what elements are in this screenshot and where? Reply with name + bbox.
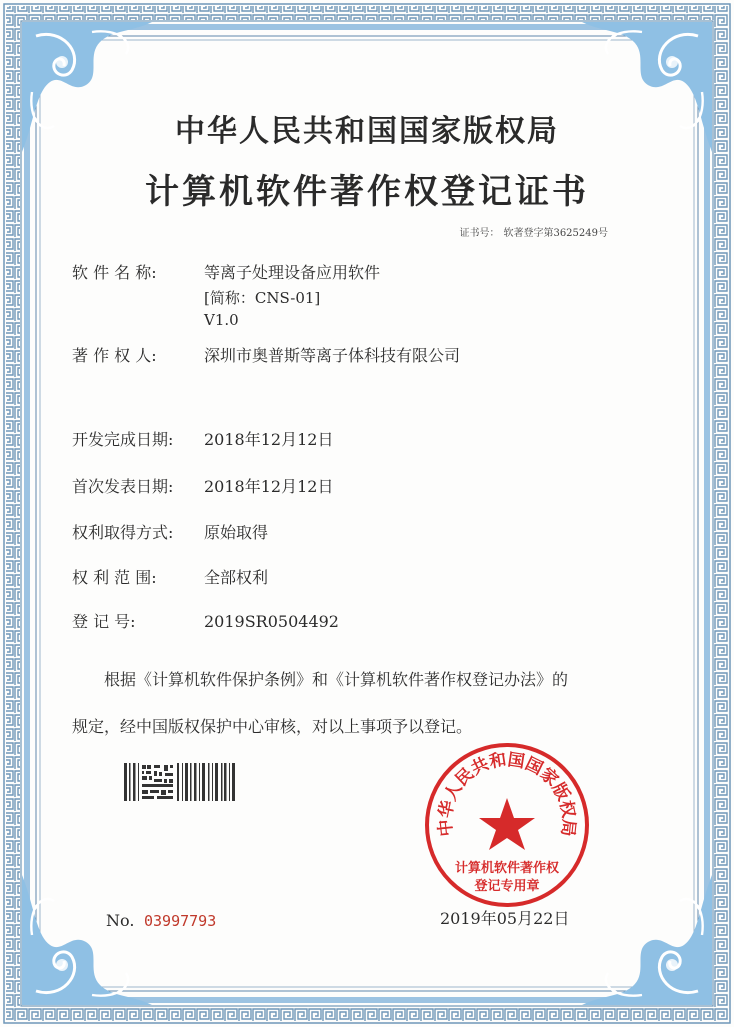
serial-number-label: No. — [106, 911, 135, 930]
field-value: 全部权利 — [204, 568, 269, 587]
field-label: 开发完成日期: — [72, 430, 174, 449]
statement-line-1: 根据《计算机软件保护条例》和《计算机软件著作权登记办法》的 — [104, 670, 569, 689]
corner-ornament-bottom-right — [572, 865, 712, 1005]
field-owner — [72, 345, 460, 367]
corner-ornament-bottom-left — [22, 865, 162, 1005]
issuing-authority: 中华人民共和国国家版权局 — [175, 114, 559, 149]
document-title: 计算机软件著作权登记证书 — [145, 172, 589, 212]
software-abbreviation: [简称：CNS-01] — [204, 289, 321, 307]
field-label: 著 作 权 人: — [72, 346, 157, 365]
field-publication-date — [72, 476, 333, 498]
serial-number-value: 03997793 — [144, 912, 217, 930]
field-development-date — [72, 429, 333, 451]
field-value: 原始取得 — [204, 523, 269, 542]
field-label: 首次发表日期: — [72, 477, 174, 496]
seal-ring-text: 中华人民共和国国家版权局 — [435, 749, 579, 838]
field-value: 等离子处理设备应用软件 — [204, 263, 381, 282]
certificate-number-value: 软著登字第3625249号 — [503, 228, 608, 239]
field-software-name — [72, 262, 380, 284]
seal-line-1: 计算机软件著作权 — [454, 861, 560, 876]
statement-line-2: 规定，经中国版权保护中心审核，对以上事项予以登记。 — [72, 717, 473, 736]
seal-star-icon — [479, 798, 535, 850]
barcode — [124, 763, 236, 801]
issue-date: 2019年05月22日 — [440, 909, 570, 928]
field-value: 2018年12月12日 — [204, 430, 334, 449]
field-acquisition-method — [72, 522, 268, 544]
software-version: V1.0 — [204, 311, 239, 329]
field-label: 权 利 范 围: — [72, 568, 157, 587]
field-registration-number — [72, 611, 339, 633]
certificate-number-label: 证书号： — [459, 228, 500, 239]
seal-line-2: 登记专用章 — [474, 879, 540, 894]
field-value: 2018年12月12日 — [204, 477, 334, 496]
field-value: 深圳市奥普斯等离子体科技有限公司 — [204, 346, 461, 365]
field-label: 权利取得方式: — [72, 523, 174, 542]
field-value: 2019SR0504492 — [204, 612, 339, 631]
field-label: 软 件 名 称: — [72, 263, 157, 282]
official-seal — [422, 740, 592, 910]
field-rights-scope — [72, 567, 268, 589]
field-label: 登 记 号: — [72, 612, 136, 631]
certificate-number — [455, 224, 608, 239]
